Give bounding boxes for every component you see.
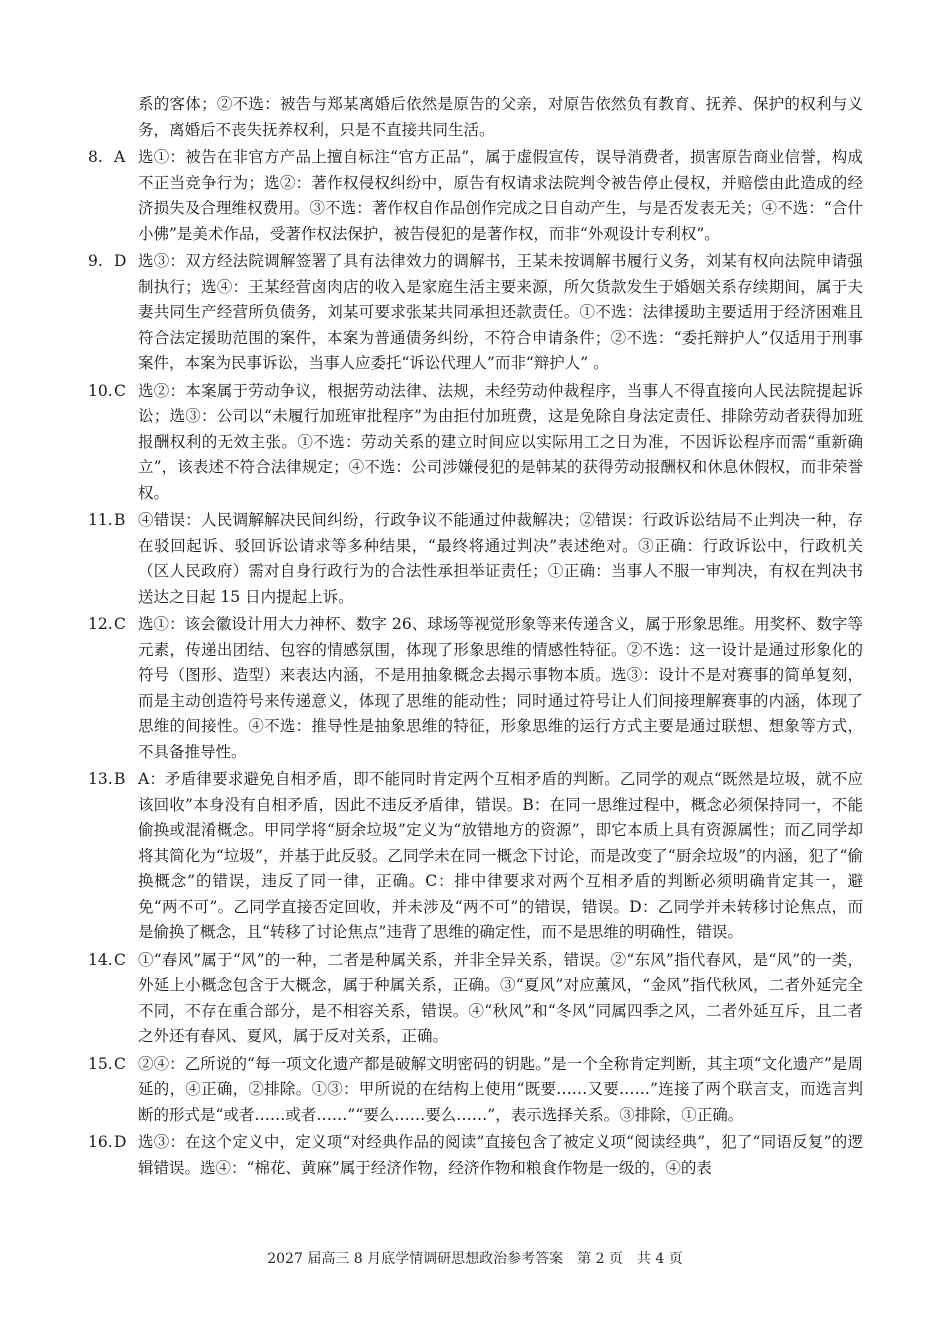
answer-letter: C <box>114 615 126 633</box>
answer-letter: C <box>114 1054 126 1073</box>
answer-letter: A <box>114 148 126 166</box>
answer-item-13 <box>88 767 863 946</box>
question-number: 9. <box>88 252 103 270</box>
page-footer: 2027 届高三 8 月底学情调研思想政治参考答案 第 2 页 共 4 页 <box>267 1251 683 1267</box>
answer-item-15 <box>88 1052 863 1129</box>
answer-item-9 <box>88 249 863 377</box>
answer-item-16 <box>88 1130 863 1181</box>
answer-item-12 <box>88 612 863 765</box>
answer-item-8 <box>88 145 863 247</box>
question-number: 10. <box>88 381 113 400</box>
answer-letter: D <box>114 252 127 270</box>
question-number: 16. <box>88 1133 113 1151</box>
explanation-text: ②④：乙所说的“每一项文化遗产都是破解文明密码的钥匙。”是一个全称肯定判断，其主项“文化遗产”是周延的，④正确，②排除。①③：甲所说的在结构上使用“既要……又要……”连接了两个联言支，而选言判断的形式是“或者……或者……”“要么……要么……”，表示选择关系。③排除，①正确。 <box>138 1054 863 1124</box>
question-number: 8. <box>88 148 103 166</box>
question-number: 14. <box>88 950 113 969</box>
explanation-text: 选①：被告在非官方产品上擅自标注“官方正品”，属于虚假宣传，误导消费者，损害原告商业信誉，构成不正当竞争行为；选②：著作权侵权纠纷中，原告有权请求法院判令被告停止侵权，并赔偿由此造成的经济损失及合理维权费用。③不选：著作权自作品创作完成之日自动产生，与是否发表无关；④不选：“合什小佛”是美术作品，受著作权法保护，被告侵犯的是著作权，而非“外观设计专利权”。 <box>138 148 863 243</box>
explanation-text: ①“春风”属于“风”的一种，二者是种属关系，并非全异关系，错误。②“东风”指代春风，是“风”的一类，外延上小概念包含于大概念，属于种属关系，正确。③“夏风”对应薰风，“金风”指代秋风，二者外延完全不同，不存在重合部分，是不相容关系，错误。④“秋风”和“冬风”同属四季之风，二者外延互斥，且二者之外还有春风、夏风，属于反对关系，正确。 <box>138 950 863 1045</box>
answer-list <box>88 92 863 1183</box>
explanation-text: ④错误：人民调解解决民间纠纷，行政争议不能通过仲裁解决；②错误：行政诉讼结局不止判决一种，存在驳回起诉、驳回诉讼请求等多种结果，“最终将通过判决”表述绝对。③正确：行政诉讼中，行政机关（区人民政府）需对自身行政行为的合法性承担举证责任；①正确：当事人不服一审判决，有权在判决书送达之日起 15 日内提起上诉。 <box>138 511 863 606</box>
answer-letter: C <box>114 950 126 969</box>
continuation-paragraph: 系的客体；②不选：被告与郑某离婚后依然是原告的父亲，对原告依然负有教育、抚养、保护的权利与义务，离婚后不丧失抚养权利，只是不直接共同生活。 <box>138 95 863 139</box>
answer-letter: D <box>114 1133 127 1151</box>
answer-letter: B <box>114 770 126 788</box>
explanation-text: 选③：在这个定义中，定义项“对经典作品的阅读”直接包含了被定义项“阅读经典”，犯了“同语反复”的逻辑错误。选④：“棉花、黄麻”属于经济作物，经济作物和粮食作物是一级的，④的表 <box>138 1133 863 1177</box>
question-number: 15. <box>88 1054 113 1073</box>
explanation-text: 选③：双方经法院调解签署了具有法律效力的调解书，王某未按调解书履行义务，刘某有权向法院申请强制执行；选④：王某经营卤肉店的收入是家庭生活主要来源，所欠货款发生于婚姻关系存续期间，属于夫妻共同生产经营所负债务，刘某可要求张某共同承担还款责任。①不选：法律援助主要适用于经济困难且符合法定援助范围的案件，本案为普通债务纠纷，不符合申请条件；②不选：“委托辩护人”仅适用于刑事案件，本案为民事诉讼，当事人应委托“诉讼代理人”而非“辩护人” 。 <box>138 252 863 372</box>
answer-letter: B <box>114 511 126 529</box>
explanation-text: A：矛盾律要求避免自相矛盾，即不能同时肯定两个互相矛盾的判断。乙同学的观点“既然是垃圾，就不应该回收”本身没有自相矛盾，因此不违反矛盾律，错误。B：在同一思维过程中，概念必须保持同一，不能偷换或混淆概念。甲同学将“厨余垃圾”定义为“放错地方的资源”，即它本质上具有资源属性；而乙同学却将其简化为“垃圾”，并基于此反驳。乙同学未在同一概念下讨论，而是改变了“厨余垃圾”的内涵，犯了“偷换概念”的错误，违反了同一律，正确。C：排中律要求对两个互相矛盾的判断必须明确肯定其一，避免“两不可”。乙同学直接否定回收，并未涉及“两不可”的错误，错误。D：乙同学并未转移讨论焦点，而是偷换了概念，且“转移了讨论焦点”违背了思维的确定性，而不是思维的明确性，错误。 <box>138 770 863 941</box>
question-number: 12. <box>88 615 113 633</box>
question-number: 13. <box>88 770 113 788</box>
explanation-text: 选①：该会徽设计用大力神杯、数字 26、球场等视觉形象等来传递含义，属于形象思维。用奖杯、数字等元素，传递出团结、包容的情感氛围，体现了形象思维的情感性特征。②不选：这一设计是通过形象化的符号（图形、造型）来表达内涵，不是用抽象概念去揭示事物本质。选③：设计不是对赛事的简单复刻，而是主动创造符号来传递意义，体现了思维的能动性；同时通过符号让人们间接理解赛事的内涵，体现了思维的间接性。④不选：推导性是抽象思维的特征，形象思维的运行方式主要是通过联想、想象等方式，不具备推导性。 <box>138 615 863 761</box>
explanation-text: 选②：本案属于劳动争议，根据劳动法律、法规，未经劳动仲裁程序，当事人不得直接向人民法院提起诉讼；选③：公司以“未履行加班审批程序”为由拒付加班费，这是免除自身法定责任、排除劳动者获得加班报酬权利的无效主张。①不选：劳动关系的建立时间应以实际用工之日为准，不因诉讼程序而需“重新确立”，该表述不符合法律规定；④不选：公司涉嫌侵犯的是韩某的获得劳动报酬权和休息休假权，而非荣誉权。 <box>138 381 863 502</box>
answer-item-14 <box>88 948 863 1050</box>
answer-letter: C <box>114 381 126 400</box>
answer-item-11 <box>88 508 863 610</box>
answer-item-10 <box>88 379 863 507</box>
question-number: 11. <box>88 511 113 529</box>
